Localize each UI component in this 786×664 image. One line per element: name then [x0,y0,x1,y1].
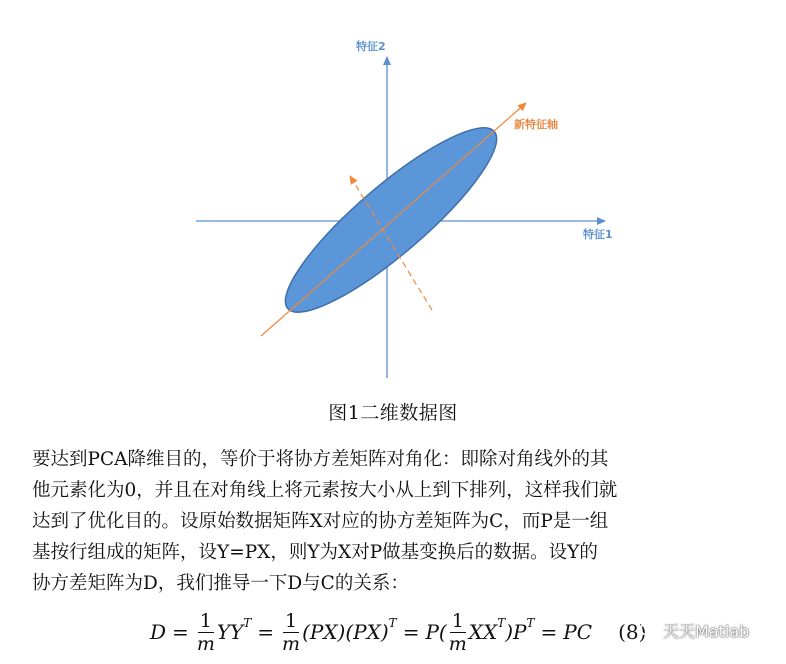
paragraph-line: 基按行组成的矩阵，设Y=PX，则Y为X对P做基变换后的数据。设Y的 [32,542,598,563]
transpose-sup: T [388,616,397,630]
figure-caption: 图1二维数据图 [328,402,458,424]
watermark-text: 天天Matlab [663,621,750,641]
transpose-sup: T [526,616,535,630]
eq-sign: = [402,620,420,644]
eq-term-p-close: )P [505,620,527,644]
equation-number: (8) [618,620,647,644]
eq-term-px: (PX)(PX) [302,620,389,644]
feature1-label: 特征1 [583,228,613,241]
eq-sign: = [540,620,558,644]
watermark [640,617,749,643]
fraction-denominator: m [282,632,301,655]
fraction [197,610,215,655]
eq-term-xx: XX [468,620,498,644]
transpose-sup: T [243,616,252,630]
eq-term-p-open: P( [425,620,447,644]
paragraph-line: 协方差矩阵为D，我们推导一下D与C的关系： [32,573,409,594]
paragraph-line: 他元素化为0，并且在对角线上将元素按大小从上到下排列，这样我们就 [32,480,618,501]
paragraph-line: 达到了优化目的。设原始数据矩阵X对应的协方差矩阵为C，而P是一组 [32,511,609,532]
fraction-numerator: 1 [451,609,464,632]
new-feature-axis [261,103,526,336]
fraction [282,610,300,655]
fraction-numerator: 1 [199,609,212,632]
fraction [449,610,467,655]
feature2-label: 特征2 [356,40,386,53]
transpose-sup: T [497,616,506,630]
paragraph-line: 要达到PCA降维目的，等价于将协方差矩阵对角化：即除对角线外的其 [32,449,609,470]
wechat-icon [640,621,658,639]
fraction-denominator: m [196,632,215,655]
eq-sign: = [257,620,275,644]
covariance-equation [150,604,646,660]
new-axis-label: 新特征轴 [514,118,558,131]
eq-term-pc: PC [563,620,593,644]
eq-lhs: D [150,620,167,644]
fraction-denominator: m [448,632,467,655]
fraction-numerator: 1 [285,609,298,632]
body-paragraph [32,444,762,599]
eq-sign: = [172,620,189,644]
eq-term-yy: YY [216,620,244,644]
data-ellipse [266,106,517,335]
